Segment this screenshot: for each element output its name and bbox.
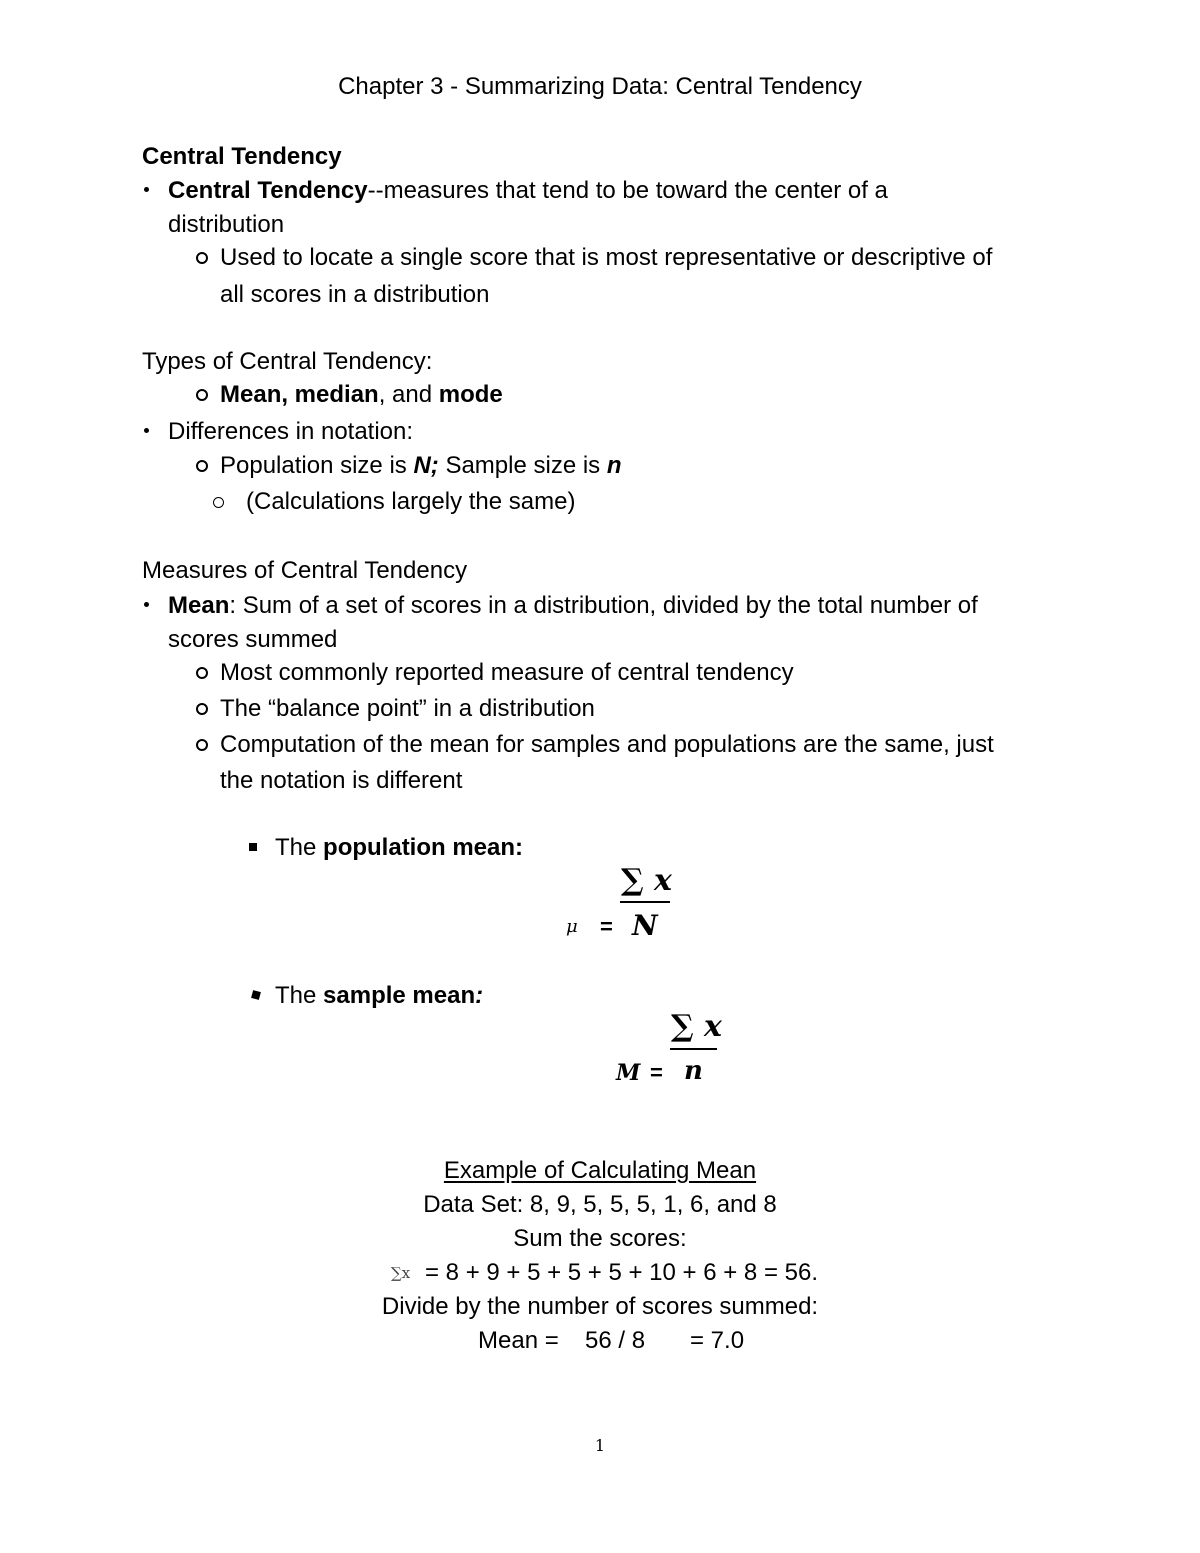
population-mean-term: population mean: xyxy=(323,834,524,861)
mean-sub-point-3-line-1: Computation of the mean for samples and populations are the same, just xyxy=(220,731,994,758)
fraction-bar xyxy=(620,901,670,903)
sub-point-line-2: all scores in a distribution xyxy=(220,281,490,308)
bullet-dot xyxy=(144,187,149,192)
types-mode: mode xyxy=(438,381,503,408)
example-data-set: Data Set: 8, 9, 5, 5, 5, 1, 6, and 8 xyxy=(423,1191,777,1218)
example-mean-label: Mean = xyxy=(478,1327,559,1354)
sub-bullet-circle xyxy=(196,703,208,715)
definition-line-1 xyxy=(168,179,888,203)
mean-sub-point-3-line-2: the notation is different xyxy=(220,767,463,794)
formula-lhs-mu: μ xyxy=(566,916,578,937)
example-heading xyxy=(0,1159,1200,1183)
example-divide-label: Divide by the number of scores summed: xyxy=(381,1293,819,1320)
formula-denominator: N xyxy=(632,909,658,942)
example-heading-text: Example of Calculating Mean xyxy=(443,1157,757,1184)
types-and: , and xyxy=(378,381,439,408)
square-bullet xyxy=(249,843,257,851)
sample-mean-the: The xyxy=(275,982,324,1009)
definition-term: Central Tendency xyxy=(168,177,368,204)
population-mean-label xyxy=(275,836,523,860)
sample-mean-term: sample mean xyxy=(323,982,476,1009)
section-heading-central-tendency: Central Tendency xyxy=(142,143,342,170)
definition-text: --measures that tend to be toward the center of a xyxy=(367,177,888,204)
pop-size-text: Population size is xyxy=(220,452,414,479)
types-list xyxy=(220,383,503,407)
bullet-dot xyxy=(144,428,149,433)
sub-bullet-circle xyxy=(196,667,208,679)
square-bullet xyxy=(251,990,261,1000)
formula-lhs-M: M xyxy=(616,1060,641,1086)
definition-line-2: distribution xyxy=(168,211,285,238)
formula-denominator: n xyxy=(684,1056,703,1086)
calculations-note: (Calculations largely the same) xyxy=(246,488,576,515)
formula-numerator: ∑ x xyxy=(671,1009,722,1044)
sample-size-symbol: n xyxy=(606,452,622,479)
formula-equals: = xyxy=(650,1060,663,1085)
fraction-bar xyxy=(670,1048,717,1050)
section-heading-types: Types of Central Tendency: xyxy=(142,348,433,375)
types-mean-median: Mean, median xyxy=(220,381,379,408)
population-mean-the: The xyxy=(275,834,324,861)
sub-bullet-circle xyxy=(196,252,208,264)
example-sum-label: Sum the scores: xyxy=(513,1225,687,1252)
example-mean-calc: 56 / 8 xyxy=(585,1327,646,1354)
section-heading-measures: Measures of Central Tendency xyxy=(142,557,468,584)
differences-notation: Differences in notation: xyxy=(168,418,414,445)
page-title: Chapter 3 - Summarizing Data: Central Tendency xyxy=(338,73,862,100)
example-mean-result: = 7.0 xyxy=(690,1327,745,1354)
sample-size-text: Sample size is xyxy=(438,452,607,479)
example-sum-expression: = 8 + 9 + 5 + 5 + 5 + 10 + 6 + 8 = 56. xyxy=(425,1259,818,1286)
formula-equals: = xyxy=(600,914,613,939)
example-sigma-x: ∑x xyxy=(391,1264,411,1282)
mean-definition-line-2: scores summed xyxy=(168,626,338,653)
sample-mean-label xyxy=(275,984,483,1008)
mean-sub-point-2: The “balance point” in a distribution xyxy=(220,695,595,722)
sub-bullet-circle xyxy=(196,389,208,401)
formula-numerator: ∑ x xyxy=(621,863,672,898)
population-sample-size xyxy=(220,454,622,478)
sub-bullet-circle xyxy=(196,460,208,472)
bullet-dot xyxy=(144,602,149,607)
pop-size-symbol: N; xyxy=(413,452,439,479)
sample-mean-colon: : xyxy=(475,982,484,1009)
mean-definition-line-1 xyxy=(168,594,978,618)
sub-sub-bullet-circle xyxy=(213,497,224,508)
sub-bullet-circle xyxy=(196,739,208,751)
page-number: 1 xyxy=(594,1436,606,1455)
mean-sub-point-1: Most commonly reported measure of central tendency xyxy=(220,659,794,686)
mean-term: Mean xyxy=(168,592,230,619)
sub-point-line-1: Used to locate a single score that is most representative or descriptive of xyxy=(220,244,993,271)
mean-definition-text: : Sum of a set of scores in a distribution, divided by the total number of xyxy=(229,592,978,619)
